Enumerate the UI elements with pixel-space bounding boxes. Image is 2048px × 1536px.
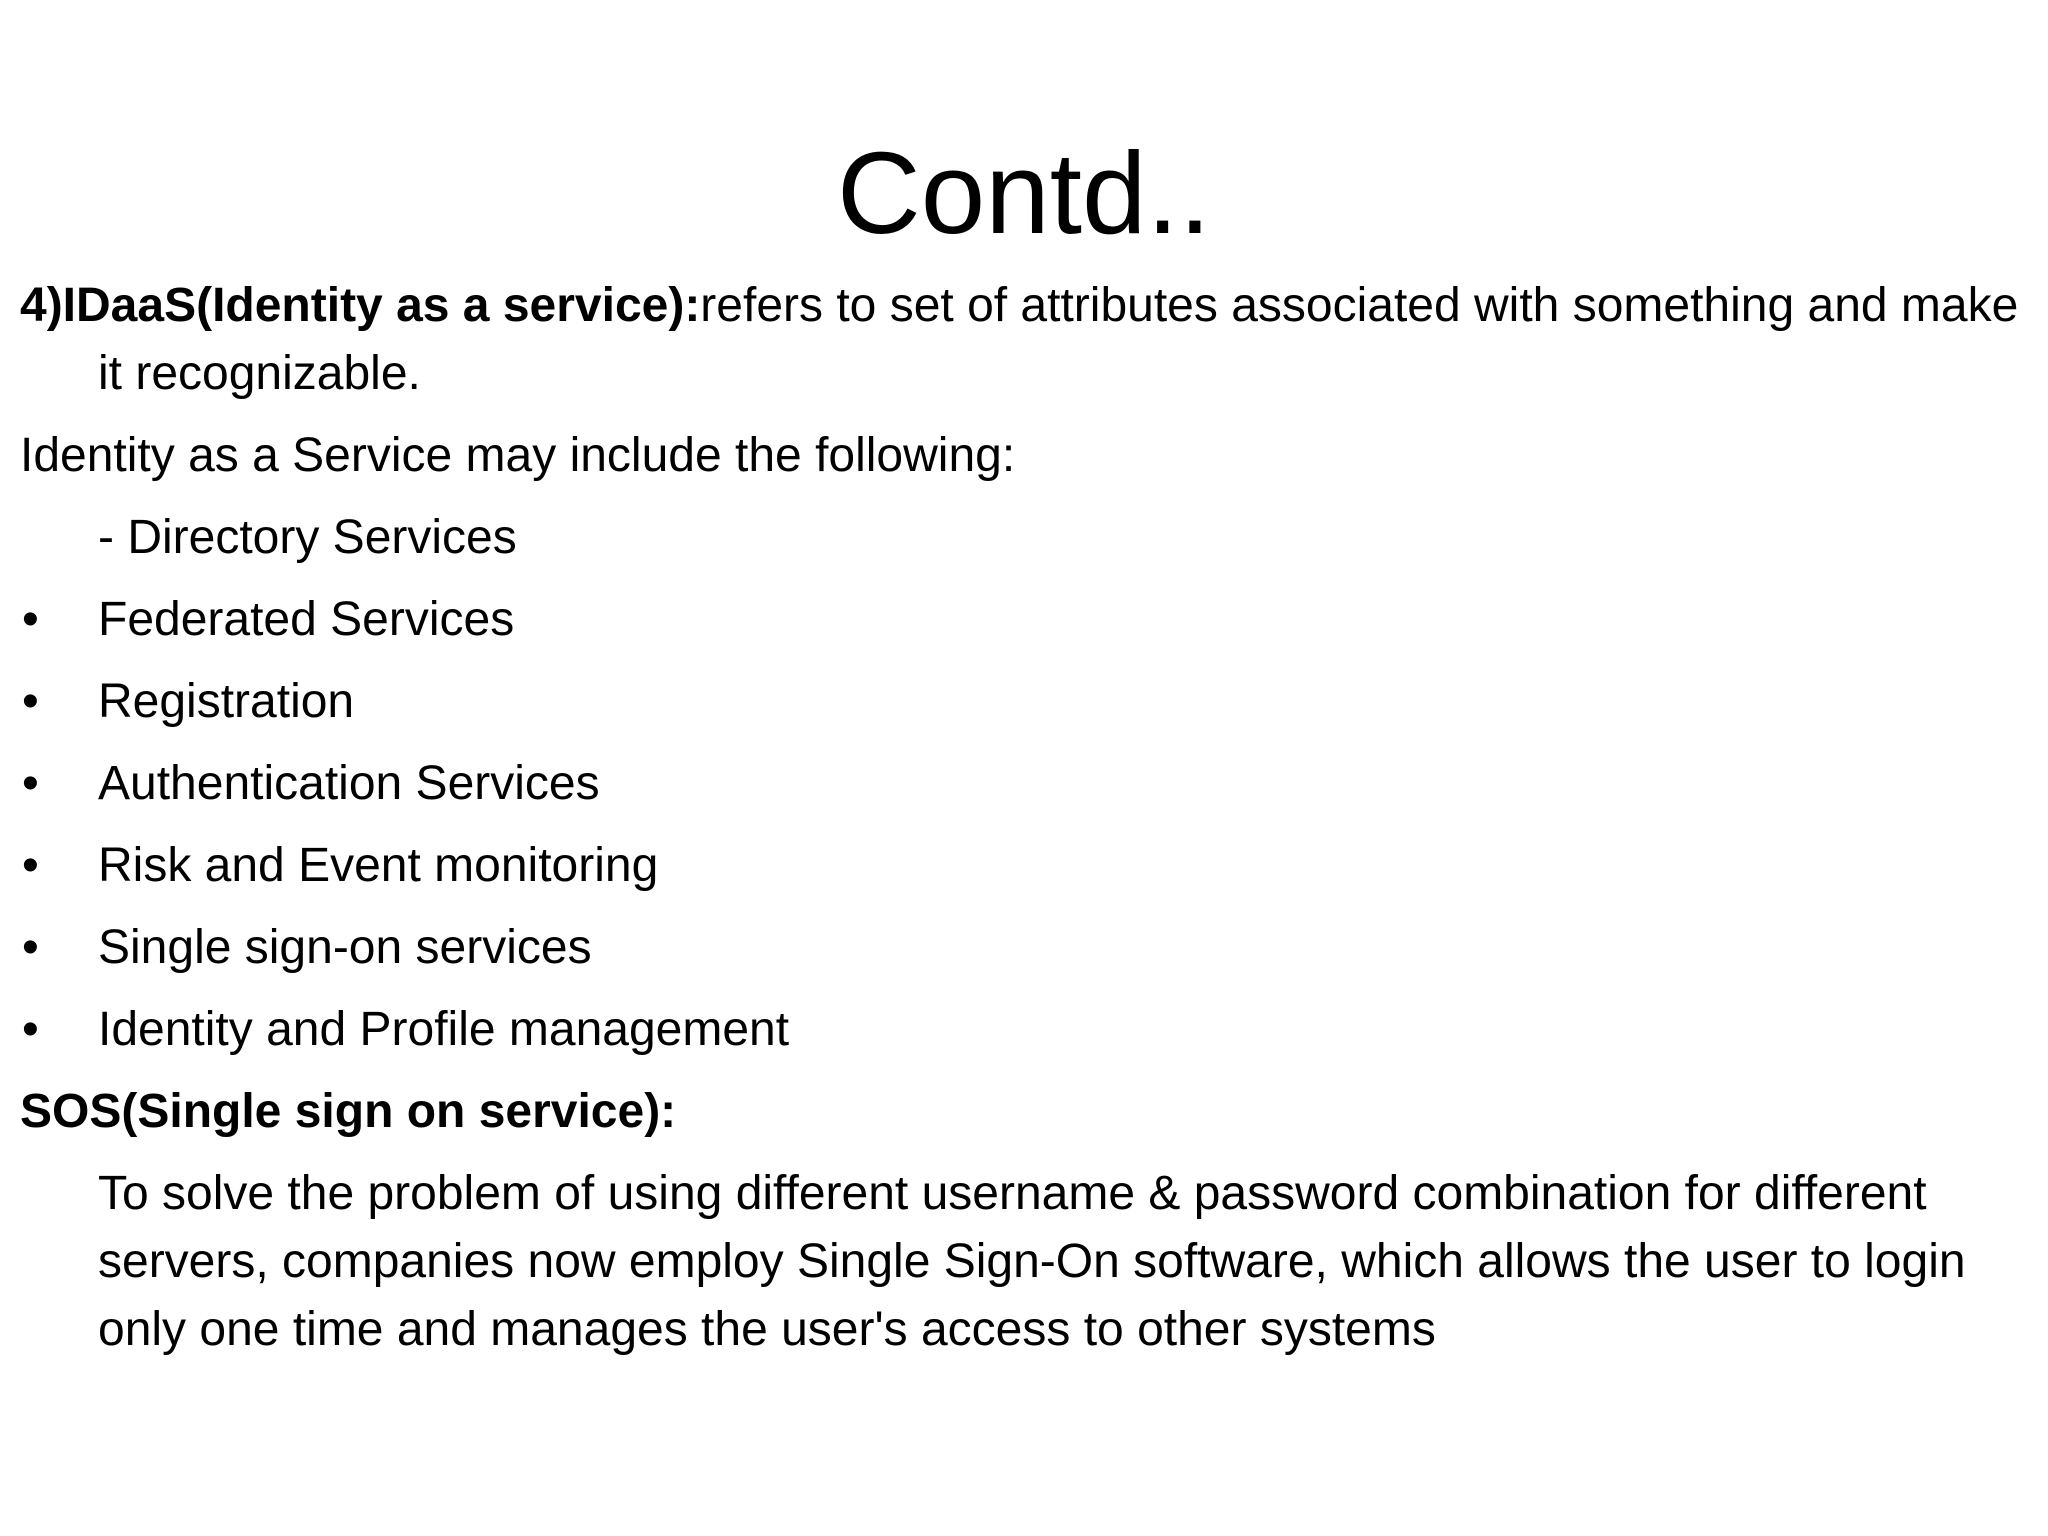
sos-description: To solve the problem of using different username & password combination for different servers, companies now employ Single Sign-On software, which allows the user to login only one time and manages the user's access to other systems [98, 1167, 1966, 1356]
bullet-item [20, 996, 2030, 1064]
bullet-item [20, 750, 2030, 818]
bullet-item [20, 586, 2030, 654]
bullet-text: Registration [98, 675, 355, 728]
bullet-icon: • [22, 593, 39, 646]
sos-heading: SOS(Single sign on service): [20, 1085, 677, 1138]
idaas-term: 4)IDaaS(Identity as a service): [20, 279, 701, 332]
bullet-text: Identity and Profile management [98, 1003, 790, 1056]
slide-content [20, 272, 2030, 1364]
idaas-definition [20, 272, 2030, 408]
bullet-text: Single sign-on services [98, 921, 592, 974]
bullet-text: Federated Services [98, 593, 515, 646]
list-item-directory-services: - Directory Services [98, 511, 517, 564]
idaas-description: refers to set of attributes associated with something and make it recognizable. [98, 279, 2019, 400]
slide-title: Contd.. [837, 128, 1211, 258]
bullet-icon: • [22, 839, 39, 892]
bullet-icon: • [22, 921, 39, 974]
bullet-item [20, 832, 2030, 900]
list-heading: Identity as a Service may include the following: [20, 429, 1016, 482]
bullet-item [20, 914, 2030, 982]
bullet-icon: • [22, 757, 39, 810]
bullet-icon: • [22, 1003, 39, 1056]
bullet-text: Risk and Event monitoring [98, 839, 659, 892]
bullet-text: Authentication Services [98, 757, 600, 810]
bullet-icon: • [22, 675, 39, 728]
bullet-item [20, 668, 2030, 736]
